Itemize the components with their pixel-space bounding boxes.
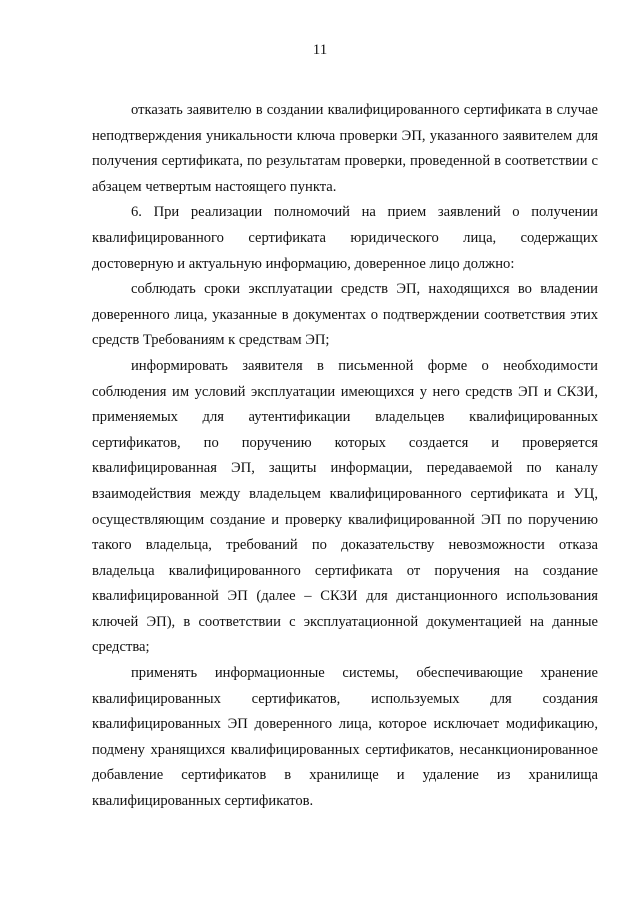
page-number: 11 — [312, 42, 328, 58]
paragraph-observe-terms: соблюдать сроки эксплуатации средств ЭП, находящихся во владении доверенного лица, указанные в документах о подтверждении соответствия этих средств Требованиям к средствам ЭП; — [92, 281, 598, 349]
paragraph-item-6: 6. При реализации полномочий на прием заявлений о получении квалифицированного сертификата юридического лица, содержащих достоверную и актуальную информацию, доверенное лицо должно: — [92, 204, 598, 272]
paragraph-apply-systems: применять информационные системы, обеспечивающие хранение квалифицированных сертификатов, используемых для создания квалифицированных ЭП доверенного лица, которое исключает модификацию, подмену хранящихся квалифицированных сертификатов, несанкционированное добавление сертификатов в хранилище и удаление из хранилища квалифицированных сертификатов. — [92, 665, 598, 810]
paragraph-refusal: отказать заявителю в создании квалифицированного сертификата в случае неподтверждения уникальности ключа проверки ЭП, указанного заявителем для получения сертификата, по результатам проверки, проведенной в соответствии с абзацем четвертым настоящего пункта. — [92, 102, 598, 195]
paragraph-inform-applicant: информировать заявителя в письменной форме о необходимости соблюдения им условий эксплуатации имеющихся у него средств ЭП и СКЗИ, применяемых для аутентификации владельцев квалифицированных сертификатов, по поручению которых создается и проверяется квалифицированная ЭП, защиты информации, передаваемой по каналу взаимодействия между владельцем квалифицированного сертификата и УЦ, осуществляющим создание и проверку квалифицированной ЭП по поручению такого владельца, требований по доказательству невозможности отказа владельца квалифицированного сертификата от поручения на создание квалифицированной ЭП (далее – СКЗИ для дистанционного использования ключей ЭП), в соответствии с эксплуатационной документацией на данные средства; — [92, 357, 598, 656]
document-body — [92, 98, 598, 815]
